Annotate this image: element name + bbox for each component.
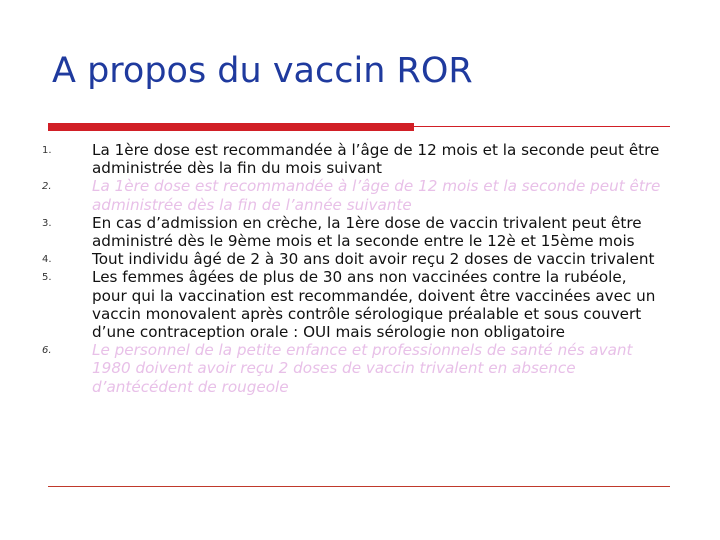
list-item [0,177,720,213]
list-item [0,214,720,250]
list-item [0,341,720,396]
list-item-text: La 1ère dose est recommandée à l’âge de 12 mois et la seconde peut être administrée dès la fin de l’année suivante [92,177,661,214]
list-item-number: 5. [42,272,52,284]
list-item [0,141,720,177]
list-item-number: 4. [42,254,52,266]
list-item [0,250,720,268]
numbered-list [0,141,720,396]
list-item [0,268,720,341]
list-item-number: 6. [42,345,52,357]
slide-title: A propos du vaccin ROR [52,51,473,91]
list-item-number: 2. [42,181,52,193]
list-item-number: 3. [42,217,52,229]
footer-rule [48,486,670,487]
title-underline-rule [414,126,670,127]
title-accent-bar [48,123,414,131]
list-item-text: En cas d’admission en crèche, la 1ère dose de vaccin trivalent peut être administré dès le 9ème mois et la seconde entre le 12è et 15ème mois [92,213,642,251]
list-item-text: Tout individu âgé de 2 à 30 ans doit avoir reçu 2 doses de vaccin trivalent [92,250,655,269]
list-item-text: Les femmes âgées de plus de 30 ans non vaccinées contre la rubéole, pour qui la vaccination est recommandée, doivent être vaccinées avec un vaccin monovalent après contrôle sérologique préalable et sous couvert d’une contraception orale : OUI mais sérologie non obligatoire [92,268,656,342]
list-item-text: La 1ère dose est recommandée à l’âge de 12 mois et la seconde peut être administrée dès la fin du mois suivant [92,141,660,178]
list-item-number: 1. [42,145,52,156]
list-item-text: Le personnel de la petite enfance et professionnels de santé nés avant 1980 doivent avoir reçu 2 doses de vaccin trivalent en absence d’antécédent de rougeole [92,341,633,396]
